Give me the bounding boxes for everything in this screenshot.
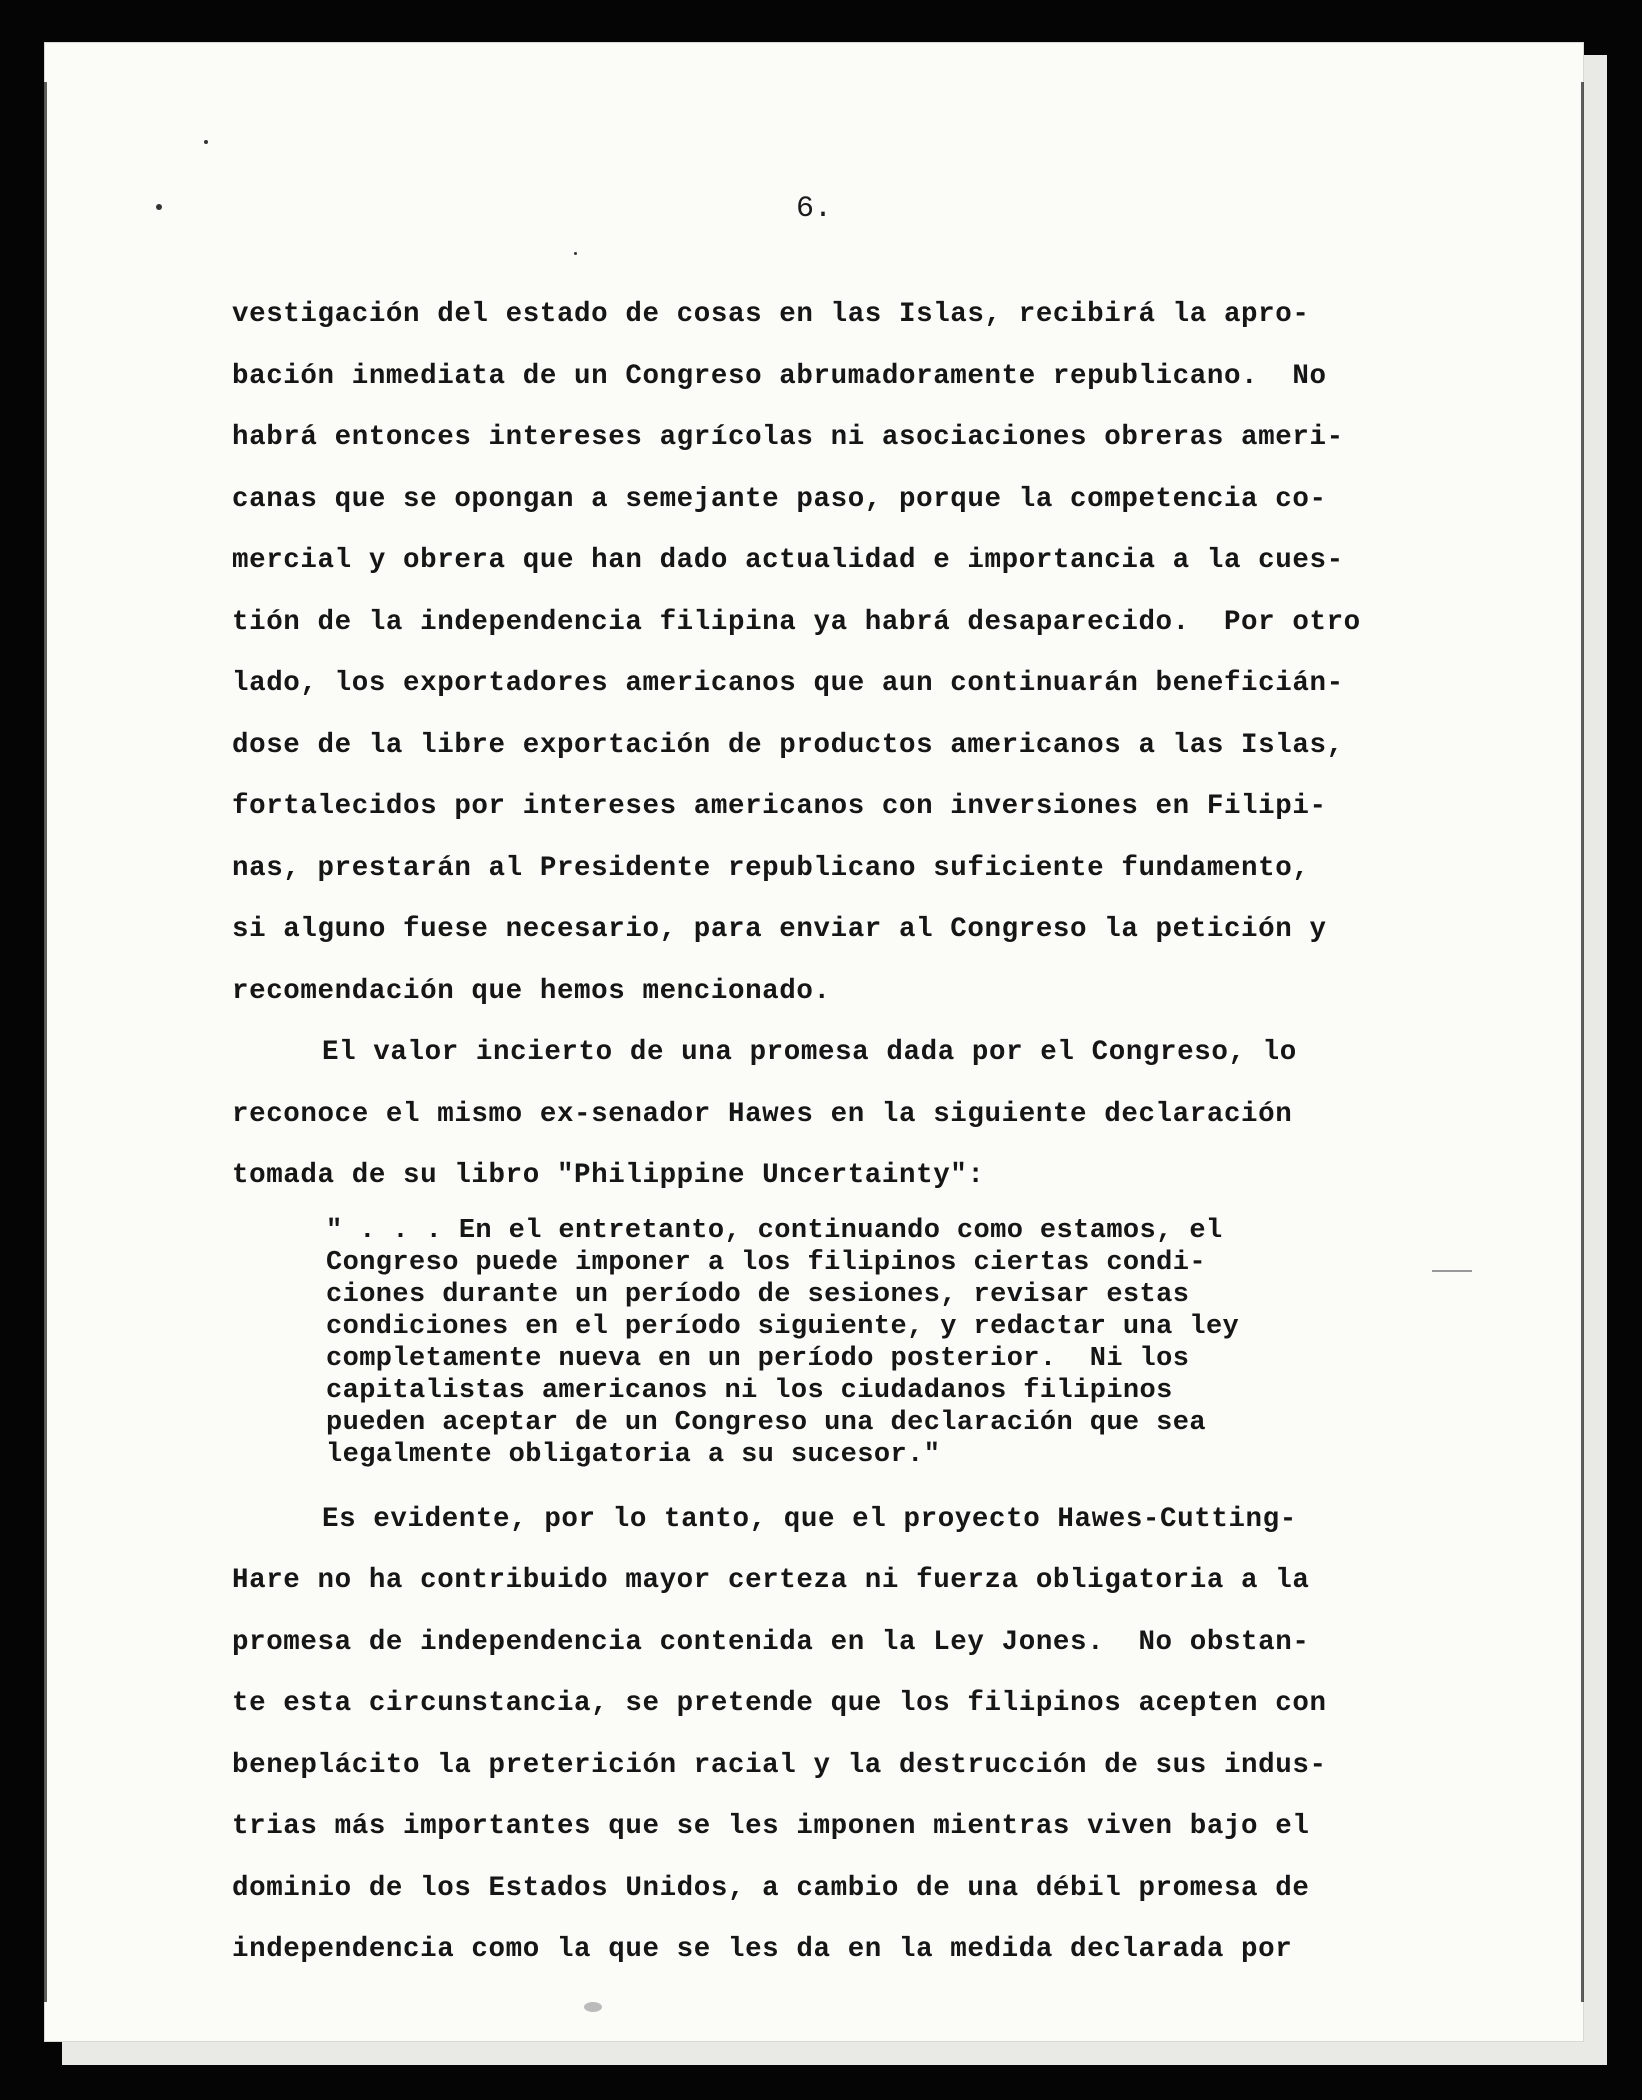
paragraph-3 — [232, 1489, 1502, 1981]
text-line: El valor incierto de una promesa dada por el Congreso, lo — [322, 1037, 1297, 1068]
quote-line: condiciones en el período siguiente, y redactar una ley — [326, 1311, 1240, 1342]
text-line: trias más importantes que se les imponen mientras viven bajo el — [232, 1811, 1310, 1842]
right-margin-line — [1581, 82, 1584, 2002]
block-quote — [326, 1215, 1336, 1471]
page-number: 6. — [795, 192, 832, 226]
text-line: mercial y obrera que han dado actualidad e importancia a la cues- — [232, 545, 1344, 576]
ink-speck — [574, 252, 577, 255]
smudge-mark — [584, 2002, 602, 2012]
text-line: bación inmediata de un Congreso abrumadoramente republicano. No — [232, 360, 1327, 392]
text-line: reconoce el mismo ex-senador Hawes en la siguiente declaración — [232, 1098, 1293, 1130]
text-line: nas, prestarán al Presidente republicano suficiente fundamento, — [232, 852, 1310, 884]
body-text — [232, 284, 1502, 1981]
text-line: tión de la independencia filipina ya habrá desaparecido. Por otro — [232, 606, 1361, 638]
text-line: habrá entonces intereses agrícolas ni asociaciones obreras ameri- — [232, 422, 1344, 453]
quote-line: Congreso puede imponer a los filipinos ciertas condi- — [326, 1247, 1206, 1278]
quote-line: ciones durante un período de sesiones, revisar estas — [326, 1279, 1190, 1310]
text-line: tomada de su libro "Philippine Uncertainty": — [232, 1160, 985, 1191]
text-line: beneplácito la preterición racial y la destrucción de sus indus- — [232, 1749, 1327, 1781]
text-line: Hare no ha contribuido mayor certeza ni fuerza obligatoria a la — [232, 1565, 1310, 1596]
text-line: lado, los exportadores americanos que aun continuarán beneficián- — [232, 668, 1344, 699]
text-line: te esta circunstancia, se pretende que los filipinos acepten con — [232, 1688, 1327, 1719]
text-line: promesa de independencia contenida en la Ley Jones. No obstan- — [232, 1626, 1310, 1658]
text-line: si alguno fuese necesario, para enviar al Congreso la petición y — [232, 914, 1327, 945]
text-line: dose de la libre exportación de productos americanos a las Islas, — [232, 729, 1344, 761]
text-line: canas que se opongan a semejante paso, porque la competencia co- — [232, 483, 1327, 515]
left-margin-line — [44, 82, 47, 2002]
ink-speck — [204, 140, 208, 144]
text-line: vestigación del estado de cosas en las Islas, recibirá la apro- — [232, 299, 1310, 330]
quote-line: capitalistas americanos ni los ciudadanos filipinos — [326, 1375, 1173, 1406]
paragraph-2 — [232, 1022, 1502, 1207]
quote-line: pueden aceptar de un Congreso una declaración que sea — [326, 1407, 1206, 1438]
text-line: dominio de los Estados Unidos, a cambio de una débil promesa de — [232, 1872, 1310, 1904]
typewritten-page — [44, 42, 1584, 2042]
text-line: Es evidente, por lo tanto, que el proyecto Hawes-Cutting- — [322, 1503, 1297, 1535]
paragraph-1 — [232, 284, 1502, 1022]
text-line: recomendación que hemos mencionado. — [232, 975, 831, 1007]
text-line: fortalecidos por intereses americanos con inversiones en Filipi- — [232, 791, 1327, 822]
quote-line: " . . . En el entretanto, continuando como estamos, el — [326, 1215, 1223, 1246]
quote-line: completamente nueva en un período posterior. Ni los — [326, 1343, 1190, 1374]
text-line: independencia como la que se les da en la medida declarada por — [232, 1934, 1293, 1965]
quote-line: legalmente obligatoria a su sucesor." — [326, 1439, 941, 1470]
